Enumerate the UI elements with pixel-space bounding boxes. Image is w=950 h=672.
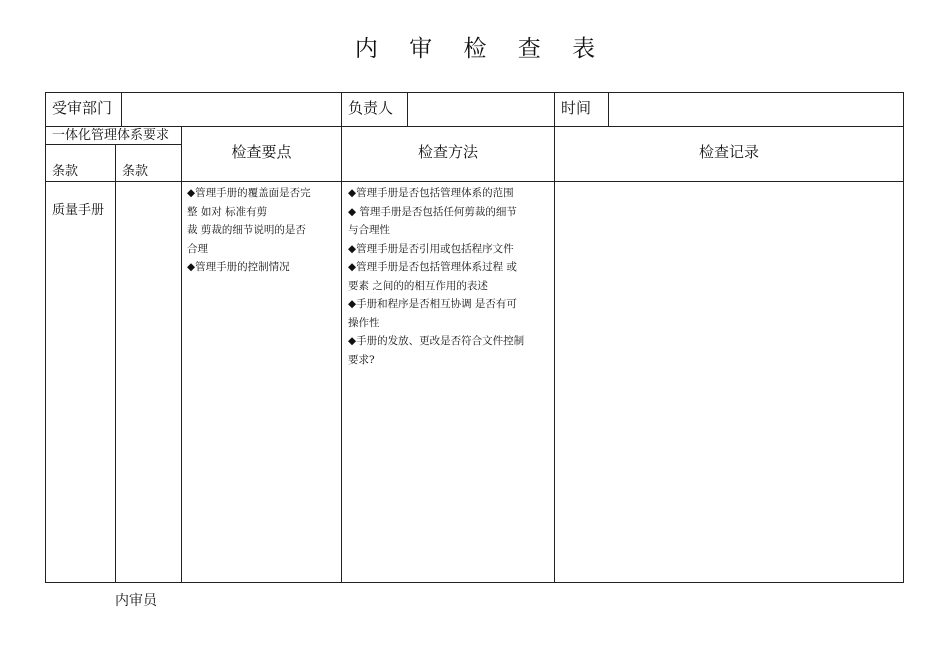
method-cell	[348, 184, 524, 369]
method-line: ◆管理手册是否引用或包括程序文件	[348, 242, 514, 255]
key-point-line: ◆管理手册的覆盖面是否完	[187, 187, 311, 199]
dept-label: 受审部门	[52, 99, 113, 117]
key-point-line: 合理	[187, 242, 208, 255]
table-border-right	[903, 92, 904, 583]
key-point-line: ◆管理手册的控制情况	[187, 261, 290, 273]
key-point-line: 裁 剪裁的细节说明的是否	[187, 224, 306, 236]
key-point-line: 整 如对 标准有剪	[187, 205, 268, 218]
owner-label: 负责人	[348, 99, 394, 117]
col-divider	[115, 144, 116, 582]
method-line: ◆ 管理手册是否包括任何剪裁的细节	[348, 205, 517, 218]
table-border-bottom	[45, 582, 904, 583]
page-title: 内 审 检 查 表	[354, 36, 608, 62]
method-line: ◆管理手册是否包括管理体系过程 或	[348, 261, 517, 273]
header-divider	[45, 181, 904, 182]
col-divider	[554, 92, 555, 582]
method-line: ◆手册和程序是否相互协调 是否有可	[348, 298, 517, 310]
row-divider	[45, 126, 904, 127]
group-label: 一体化管理体系要求	[52, 128, 170, 143]
method-line: 要求?	[348, 353, 375, 366]
auditor-label: 内审员	[115, 593, 157, 609]
col-divider	[181, 126, 182, 582]
table-border-top	[45, 92, 904, 93]
method-header: 检查方法	[417, 143, 478, 161]
method-line: 与合理性	[348, 224, 390, 236]
col-divider	[608, 92, 609, 126]
record-header: 检查记录	[698, 143, 759, 161]
clause-header: 条款	[52, 164, 79, 179]
audit-checklist-table	[45, 92, 904, 583]
method-line: 要素 之间的的相互作用的表述	[348, 279, 488, 292]
clause-cell: 质量手册	[52, 203, 105, 218]
method-line: ◆手册的发放、更改是否符合文件控制	[348, 335, 525, 347]
key-points-cell	[187, 184, 311, 277]
col-divider	[121, 92, 122, 126]
col-divider	[341, 92, 342, 582]
key-points-header: 检查要点	[231, 143, 292, 161]
group-divider	[45, 144, 182, 145]
method-line: 操作性	[348, 316, 380, 329]
clause-header: 条款	[122, 164, 149, 179]
col-divider	[407, 92, 408, 126]
method-line: ◆管理手册是否包括管理体系的范围	[348, 187, 514, 199]
table-border-left	[45, 92, 46, 583]
time-label: 时间	[561, 99, 592, 117]
